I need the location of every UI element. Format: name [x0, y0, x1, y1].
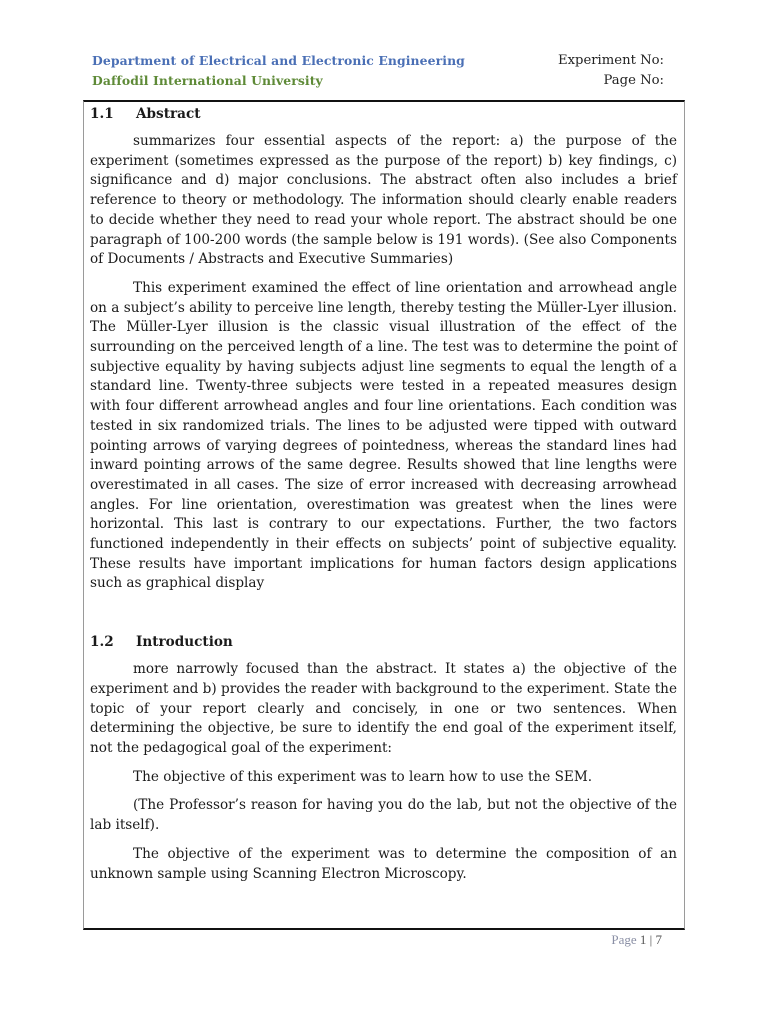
experiment-info-block	[558, 51, 664, 91]
abstract-paragraph-2: This experiment examined the effect of line orientation and arrowhead angle on a subject’s ability to perceive line length, thereby testing the Müller-Lyer illusion. The Müller-Lyer illusion is the classic visual illustration of the effect of the surrounding on the perceived length of a line. The test was to determine the point of subjective equality by having subjects adjust line segments to equal the length of a standard line. Twenty-three subjects were tested in a repeated measures design with four different arrowhead angles and four line orientations. Each condition was tested in six randomized trials. The lines to be adjusted were tipped with outward pointing arrows of varying degrees of pointedness, whereas the standard lines had inward pointing arrows of the same degree. Results showed that line lengths were overestimated in all cases. The size of error increased with decreasing arrowhead angles. For line orientation, overestimation was greatest when the lines were horizontal. This last is contrary to our expectations. Further, the two factors functioned independently in their effects on subjects’ point of subjective equality. These results have important implications for human factors design applications such as graphical display	[90, 279, 677, 592]
page-header	[92, 51, 664, 95]
page-current: 1	[639, 932, 647, 947]
page-no-label: Page No:	[603, 73, 664, 88]
introduction-paragraph-3: (The Professor’s reason for having you do the lab, but not the objective of the lab itself).	[90, 797, 677, 834]
introduction-paragraph-2: The objective of this experiment was to learn how to use the SEM.	[133, 768, 593, 785]
section-heading-abstract	[90, 104, 677, 126]
section-number: 1.2	[90, 634, 114, 651]
page-total: 7	[655, 932, 662, 947]
section-heading-introduction	[90, 632, 677, 654]
introduction-paragraph-1: more narrowly focused than the abstract. It states a) the objective of the experiment and b) provides the reader with background to the experiment. State the topic of your report clearly and concisely, in one or two sentences. When determining the objective, be sure to identify the end goal of the experiment itself, not the pedagogical goal of the experiment:	[90, 661, 677, 756]
abstract-paragraph-1: summarizes four essential aspects of the report: a) the purpose of the experiment (sometimes expressed as the purpose of the report) b) key findings, c) significance and d) major conclusions. The abstract often also includes a brief reference to theory or methodology. The information should clearly enable readers to decide whether they need to read your whole report. The abstract should be one paragraph of 100-200 words (the sample below is 191 words). (See also Components of Documents / Abstracts and Executive Summaries)	[90, 133, 677, 268]
page-separator: |	[649, 932, 653, 947]
section-title: Abstract	[136, 106, 201, 122]
institution-block	[92, 51, 465, 91]
page-label: Page	[611, 932, 637, 947]
document-body	[90, 104, 677, 884]
introduction-paragraph-4: The objective of the experiment was to determine the composition of an unknown sample using Scanning Electron Microscopy.	[90, 845, 677, 882]
section-title: Introduction	[136, 634, 233, 651]
university-name: Daffodil International University	[92, 73, 323, 88]
experiment-no-label: Experiment No:	[557, 53, 664, 68]
section-number: 1.1	[90, 106, 114, 122]
page-footer	[611, 930, 662, 950]
department-name: Department of Electrical and Electronic Engineering	[92, 53, 465, 68]
